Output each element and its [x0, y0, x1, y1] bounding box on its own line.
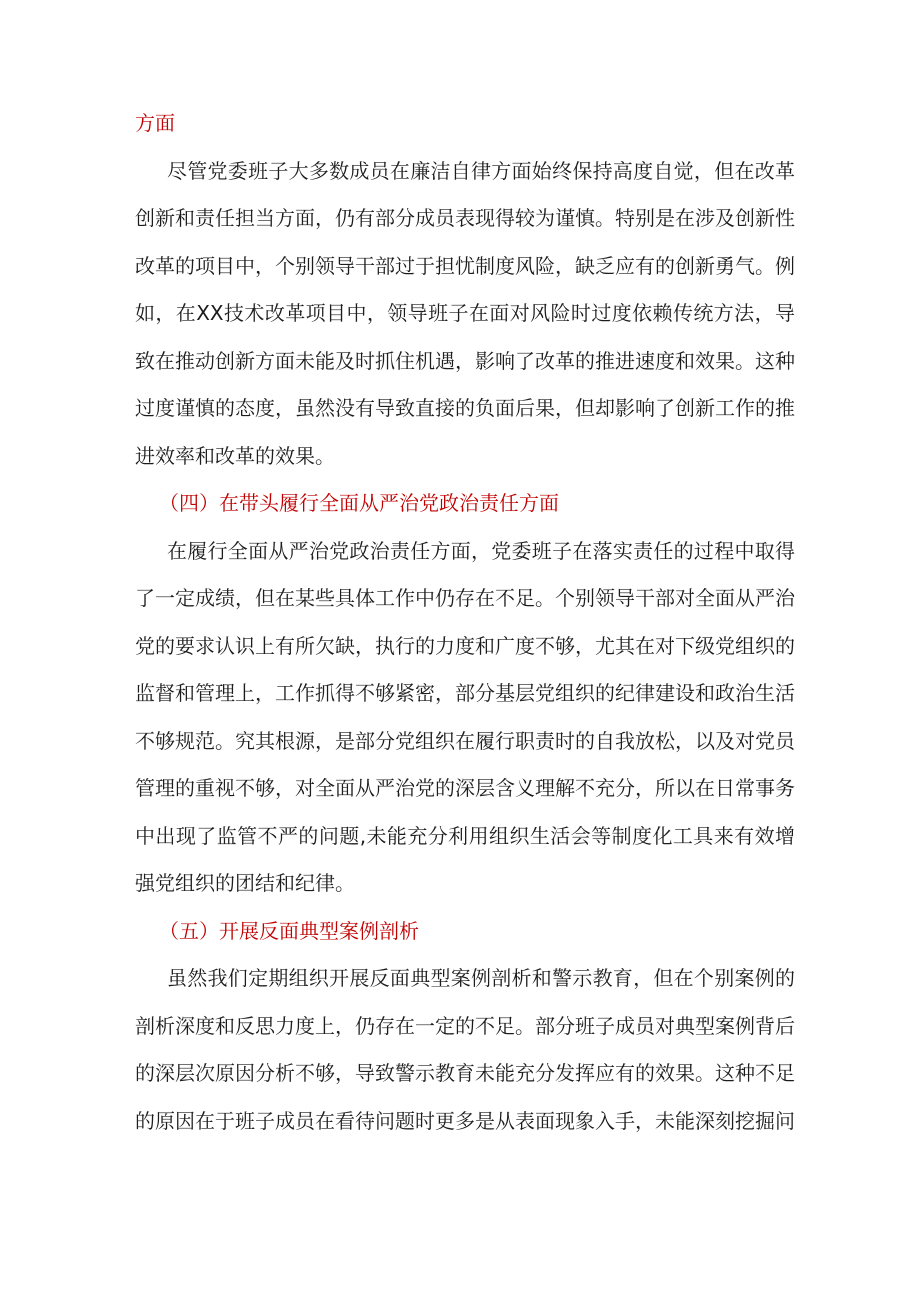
document-body [135, 100, 795, 1145]
body-paragraph-3: 虽然我们定期组织开展反面典型案例剖析和警示教育，但在个别案例的剖析深度和反思力度上，仍存在一定的不足。部分班子成员对典型案例背后的深层次原因分析不够，导致警示教育未能充分发挥应有的效果。这种不足的原因在于班子成员在看待问题时更多是从表面现象入手，未能深刻挖掘问 [135, 966, 795, 1133]
section-heading-4: （四）在带头履行全面从严治党政治责任方面 [159, 491, 559, 515]
section-heading-continued: 方面 [135, 111, 175, 135]
body-paragraph-1: 尽管党委班子大多数成员在廉洁自律方面始终保持高度自觉，但在改革创新和责任担当方面，仍有部分成员表现得较为谨慎。特别是在涉及创新性改革的项目中，个别领导干部过于担忧制度风险，缺乏应有的创新勇气。例如，在XX技术改革项目中，领导班子在面对风险时过度依赖传统方法，导致在推动创新方面未能及时抓住机遇，影响了改革的推进速度和效果。这种过度谨慎的态度，虽然没有导致直接的负面后果，但却影响了创新工作的推进效率和改革的效果。 [135, 158, 795, 468]
section-heading-5: （五）开展反面典型案例剖析 [159, 918, 419, 943]
body-paragraph-2: 在履行全面从严治党政治责任方面，党委班子在落实责任的过程中取得了一定成绩，但在某些具体工作中仍存在不足。个别领导干部对全面从严治党的要求认识上有所欠缺，执行的力度和广度不够，尤其在对下级党组织的监督和管理上，工作抓得不够紧密，部分基层党组织的纪律建设和政治生活不够规范。究其根源，是部分党组织在履行职责时的自我放松，以及对党员管理的重视不够，对全面从严治党的深层含义理解不充分，所以在日常事务中出现了监管不严的问题,未能充分利用组织生活会等制度化工具来有效增强党组织的团结和纪律。 [135, 538, 795, 895]
